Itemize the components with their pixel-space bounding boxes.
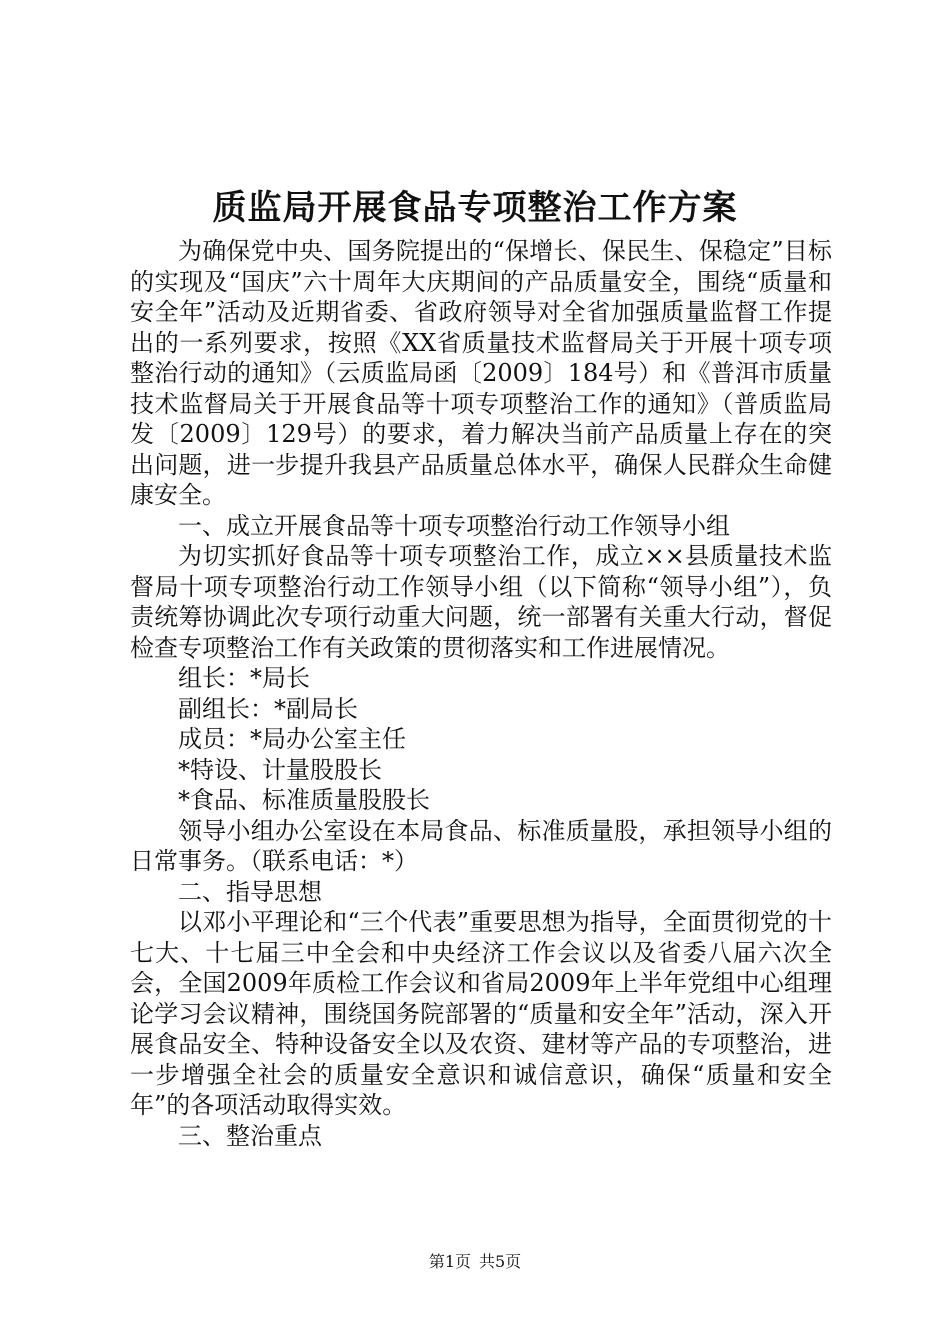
member-members: 成员：*局办公室主任 bbox=[178, 725, 406, 753]
document-body bbox=[130, 236, 832, 1151]
member-leader: 组长：*局长 bbox=[178, 664, 310, 692]
member-deputy-leader: 副组长：*副局长 bbox=[178, 694, 358, 723]
page-number: 第1页 bbox=[428, 1252, 471, 1271]
heading-section-3: 三、整治重点 bbox=[178, 1121, 322, 1150]
heading-section-1: 一、成立开展食品等十项专项整治行动工作领导小组 bbox=[178, 511, 730, 540]
paragraph-office: 领导小组办公室设在本局食品、标准质量股，承担领导小组的日常事务。（联系电话：*） bbox=[130, 816, 832, 875]
page-footer bbox=[0, 1250, 950, 1274]
member-food-standards: *食品、标准质量股股长 bbox=[178, 786, 430, 814]
member-special-equipment: *特设、计量股股长 bbox=[178, 755, 382, 784]
paragraph-guiding-thought: 以邓小平理论和“三个代表”重要思想为指导，全面贯彻党的十七大、十七届三中全会和中央经济工作会议以及省委八届六次全会，全国2009年质检工作会议和省局2009年上半年党组中心组理论学习会议精神，围绕国务院部署的“质量和安全年”活动，深入开展食品安全、特种设备安全以及农资、建材等产品的专项整治，进一步增强全社会的质量安全意识和诚信意识，确保“质量和安全年”的各项活动取得实效。 bbox=[130, 908, 832, 1119]
page-total: 共5页 bbox=[479, 1252, 522, 1271]
document-title: 质监局开展食品专项整治工作方案 bbox=[212, 188, 738, 228]
paragraph-leadership-group: 为切实抓好食品等十项专项整治工作，成立××县质量技术监督局十项专项整治行动工作领导小组（以下简称“领导小组”），负责统筹协调此次专项行动重大问题，统一部署有关重大行动，督促检查专项整治工作有关政策的贯彻落实和工作进展情况。 bbox=[130, 542, 832, 662]
heading-section-2: 二、指导思想 bbox=[178, 877, 322, 906]
paragraph-intro: 为确保党中央、国务院提出的“保增长、保民生、保稳定”目标的实现及“国庆”六十周年大庆期间的产品质量安全，围绕“质量和安全年”活动及近期省委、省政府领导对全省加强质量监督工作提出的一系列要求，按照《XX省质量技术监督局关于开展十项专项整治行动的通知》（云质监局函〔2009〕184号）和《普洱市质量技术监督局关于开展食品等十项专项整治工作的通知》（普质监局发〔2009〕129号）的要求，着力解决当前产品质量上存在的突出问题，进一步提升我县产品质量总体水平，确保人民群众生命健康安全。 bbox=[130, 237, 832, 509]
